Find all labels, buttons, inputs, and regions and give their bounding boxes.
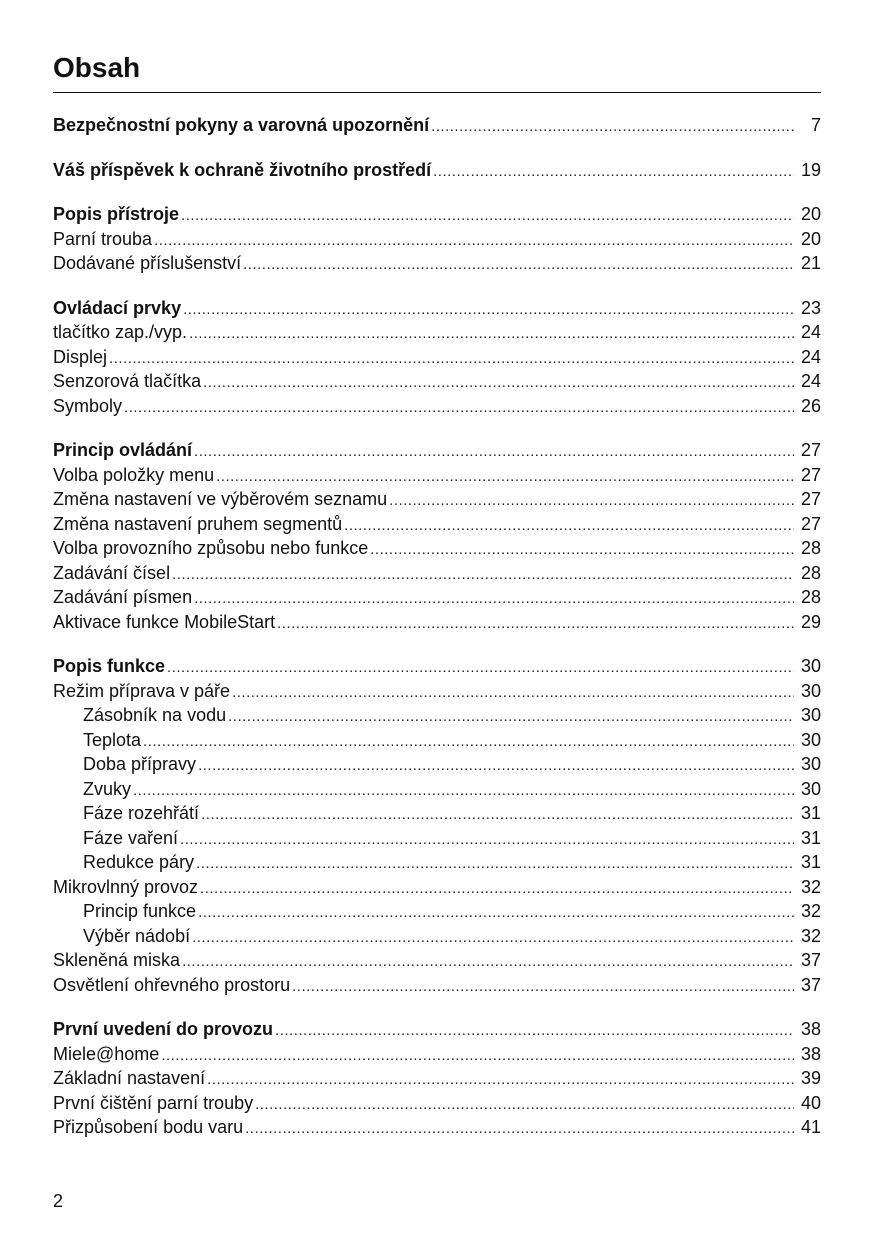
toc-entry-page: 24 (800, 322, 821, 342)
toc-entry[interactable] (53, 487, 821, 512)
toc-section (53, 438, 821, 634)
toc-entry-page: 27 (800, 513, 821, 534)
dot-leader (180, 828, 794, 853)
toc-entry-page: 30 (800, 705, 821, 725)
toc-entry-page: 31 (800, 803, 821, 823)
toc-entry-label: Volba položky menu (53, 464, 215, 485)
toc-entry-page: 24 (800, 346, 821, 367)
toc-entry-page: 30 (800, 680, 821, 701)
toc-entry-label: Základní nastavení (53, 1068, 206, 1088)
toc-entry[interactable] (53, 345, 821, 370)
toc-entry[interactable] (53, 1042, 821, 1067)
toc-entry-page: 38 (800, 1043, 821, 1064)
toc-entry-label: Změna nastavení ve výběrovém seznamu (53, 489, 388, 509)
dot-leader (109, 347, 794, 372)
toc-entry[interactable] (53, 850, 821, 875)
toc-entry-label: Aktivace funkce MobileStart (53, 611, 276, 632)
toc-entry-page: 23 (800, 297, 821, 318)
dot-leader (182, 950, 794, 975)
toc-entry-label: Princip ovládání (53, 440, 193, 460)
dot-leader (255, 1093, 794, 1118)
toc-entry-label: Zadávání čísel (53, 562, 171, 583)
toc-entry[interactable] (53, 158, 821, 183)
dot-leader (198, 901, 794, 926)
toc-entry-label: Fáze vaření (83, 827, 179, 848)
toc-entry-page: 27 (800, 489, 821, 509)
dot-leader (216, 465, 794, 490)
toc-entry[interactable] (53, 585, 821, 610)
toc-entry-page: 28 (800, 562, 821, 583)
toc-entry-page: 31 (800, 827, 821, 848)
dot-leader (183, 298, 794, 323)
toc-entry[interactable] (53, 1091, 821, 1116)
toc-entry[interactable] (53, 202, 821, 227)
toc-entry[interactable] (53, 113, 821, 138)
toc-entry-label: Redukce páry (83, 852, 195, 872)
toc-entry[interactable] (53, 296, 821, 321)
toc-entry-label: Skleněná miska (53, 950, 181, 970)
toc-entry-label: Senzorová tlačítka (53, 371, 202, 391)
toc-entry[interactable] (53, 654, 821, 679)
dot-leader (277, 612, 794, 637)
dot-leader (370, 538, 794, 563)
toc-entry[interactable] (53, 227, 821, 252)
toc-entry-page: 32 (800, 876, 821, 897)
toc-entry[interactable] (53, 320, 821, 345)
toc-entry[interactable] (53, 948, 821, 973)
toc-entry-label: První čištění parní trouby (53, 1092, 254, 1113)
toc-entry-page: 31 (800, 852, 821, 872)
toc-entry-label: Zvuky (83, 778, 132, 799)
toc-entry-label: Displej (53, 346, 108, 367)
toc-entry-label: Bezpečnostní pokyny a varovná upozornění (53, 115, 430, 135)
toc-entry-label: Princip funkce (83, 901, 197, 921)
toc-entry-page: 29 (800, 611, 821, 632)
toc-entry[interactable] (53, 899, 821, 924)
toc-entry-page: 26 (800, 395, 821, 416)
toc-entry[interactable] (53, 973, 821, 998)
dot-leader (133, 779, 794, 804)
toc-section (53, 654, 821, 997)
dot-leader (344, 514, 794, 539)
toc-entry[interactable] (53, 394, 821, 419)
toc-entry-label: Miele@home (53, 1043, 160, 1064)
toc-section (53, 296, 821, 419)
toc-entry[interactable] (53, 752, 821, 777)
dot-leader (196, 852, 794, 877)
toc-entry-page: 37 (800, 950, 821, 970)
page-title: Obsah (53, 52, 141, 83)
dot-leader (189, 322, 794, 347)
toc-entry[interactable] (53, 438, 821, 463)
toc-entry-page: 38 (800, 1019, 821, 1039)
dot-leader (275, 1019, 794, 1044)
toc-entry[interactable] (53, 826, 821, 851)
toc-entry-label: Symboly (53, 395, 123, 416)
toc-entry-label: tlačítko zap./vyp. (53, 322, 188, 342)
toc-entry-page: 24 (800, 371, 821, 391)
dot-leader (232, 681, 794, 706)
toc-section (53, 1017, 821, 1140)
toc-entry-label: Popis funkce (53, 656, 166, 676)
toc-entry-page: 40 (800, 1092, 821, 1113)
toc-entry[interactable] (53, 924, 821, 949)
dot-leader (389, 489, 794, 514)
toc-entry-page: 28 (800, 538, 821, 558)
toc-entry-page: 20 (800, 228, 821, 249)
toc-entry-page: 20 (800, 204, 821, 224)
dot-leader (194, 587, 794, 612)
toc-entry-label: Doba přípravy (83, 754, 197, 774)
toc-entry[interactable] (53, 875, 821, 900)
toc-entry-page: 30 (800, 778, 821, 799)
toc-entry-page: 41 (800, 1117, 821, 1137)
toc-entry-label: Teplota (83, 729, 142, 750)
toc-entry-label: Zadávání písmen (53, 587, 193, 607)
toc-entry[interactable] (53, 463, 821, 488)
dot-leader (181, 204, 794, 229)
toc-entry-page: 7 (810, 115, 821, 135)
toc-entry[interactable] (53, 728, 821, 753)
toc-entry[interactable] (53, 777, 821, 802)
toc-entry-label: Volba provozního způsobu nebo funkce (53, 538, 369, 558)
page-number: 2 (53, 1191, 64, 1211)
dot-leader (172, 563, 794, 588)
dot-leader (198, 754, 794, 779)
toc-entry-page: 27 (800, 464, 821, 485)
dot-leader (243, 253, 794, 278)
toc-entry[interactable] (53, 1066, 821, 1091)
toc-entry[interactable] (53, 369, 821, 394)
toc-entry-label: Dodávané příslušenství (53, 253, 242, 273)
toc-entry-page: 19 (800, 159, 821, 180)
dot-leader (245, 1117, 794, 1142)
dot-leader (433, 160, 794, 185)
toc-entry-label: Zásobník na vodu (83, 705, 227, 725)
toc-entry-label: Výběr nádobí (83, 925, 191, 946)
dot-leader (154, 229, 794, 254)
dot-leader (161, 1044, 794, 1069)
toc-entry[interactable] (53, 536, 821, 561)
toc-entry[interactable] (53, 610, 821, 635)
toc-entry-page: 27 (800, 440, 821, 460)
dot-leader (192, 926, 794, 951)
toc-section (53, 202, 821, 276)
toc-entry-label: Přizpůsobení bodu varu (53, 1117, 244, 1137)
dot-leader (203, 371, 794, 396)
dot-leader (143, 730, 794, 755)
dot-leader (201, 803, 794, 828)
toc-entry-page: 30 (800, 729, 821, 750)
toc-entry[interactable] (53, 251, 821, 276)
toc-entry-label: Režim příprava v páře (53, 680, 231, 701)
toc-entry-label: Parní trouba (53, 228, 153, 249)
toc-entry[interactable] (53, 801, 821, 826)
table-of-contents (53, 113, 821, 1160)
toc-entry-page: 32 (800, 901, 821, 921)
toc-entry-label: Osvětlení ohřevného prostoru (53, 974, 291, 995)
dot-leader (194, 440, 794, 465)
toc-entry-page: 21 (800, 253, 821, 273)
dot-leader (124, 396, 794, 421)
toc-entry-label: Mikrovlnný provoz (53, 876, 199, 897)
dot-leader (207, 1068, 794, 1093)
toc-entry[interactable] (53, 679, 821, 704)
toc-entry-label: Fáze rozehřátí (83, 803, 200, 823)
toc-section (53, 113, 821, 138)
toc-entry[interactable] (53, 1017, 821, 1042)
toc-entry-page: 37 (800, 974, 821, 995)
dot-leader (228, 705, 794, 730)
title-divider (53, 92, 821, 93)
toc-entry-label: Ovládací prvky (53, 297, 182, 318)
dot-leader (431, 115, 794, 140)
dot-leader (200, 877, 794, 902)
toc-entry[interactable] (53, 561, 821, 586)
toc-entry-label: První uvedení do provozu (53, 1019, 274, 1039)
toc-entry-page: 32 (800, 925, 821, 946)
toc-entry-label: Váš příspěvek k ochraně životního prostředí (53, 159, 432, 180)
toc-entry-label: Změna nastavení pruhem segmentů (53, 513, 343, 534)
toc-entry-page: 30 (800, 754, 821, 774)
toc-entry-label: Popis přístroje (53, 204, 180, 224)
toc-entry-page: 28 (800, 587, 821, 607)
toc-entry-page: 39 (800, 1068, 821, 1088)
dot-leader (167, 656, 794, 681)
toc-entry[interactable] (53, 1115, 821, 1140)
dot-leader (292, 975, 794, 1000)
toc-entry[interactable] (53, 703, 821, 728)
toc-entry[interactable] (53, 512, 821, 537)
toc-entry-page: 30 (800, 656, 821, 676)
toc-section (53, 158, 821, 183)
